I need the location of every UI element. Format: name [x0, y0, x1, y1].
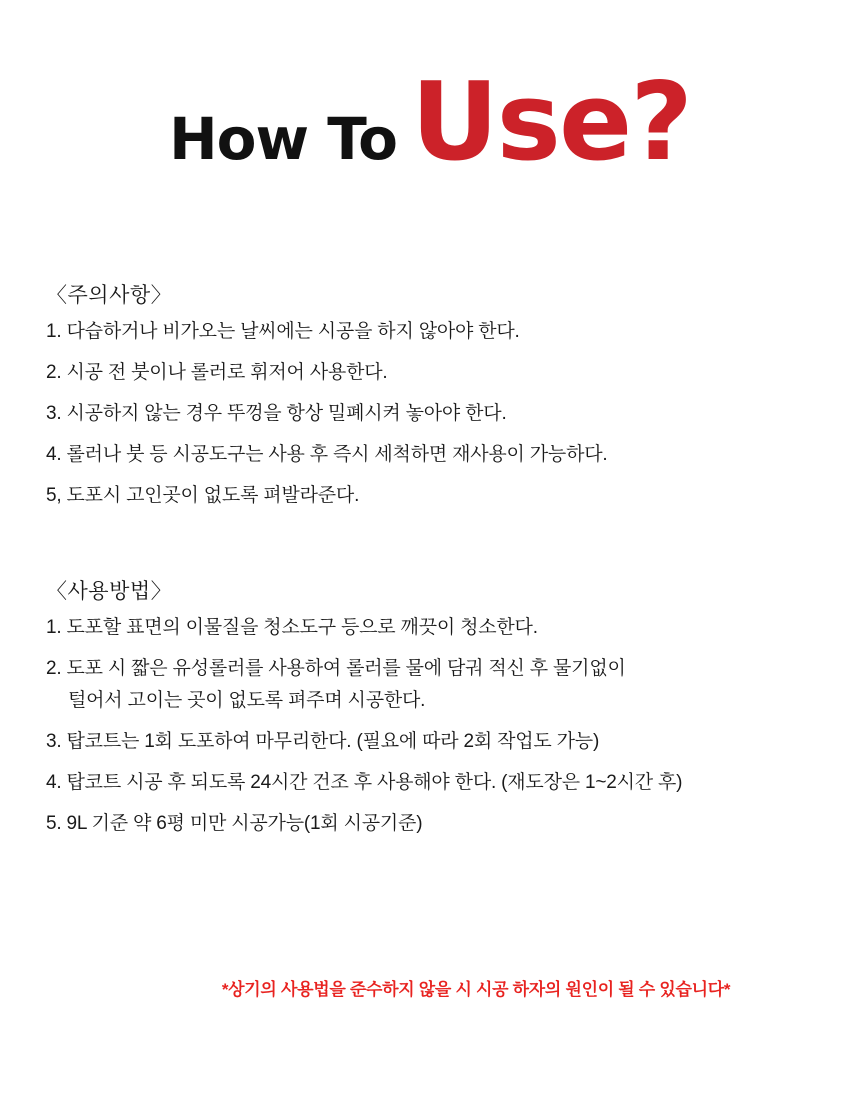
list-item: 5, 도포시 고인곳이 없도록 펴발라준다. [46, 484, 360, 506]
list-item: 1. 다습하거나 비가오는 날씨에는 시공을 하지 않아야 한다. [46, 321, 520, 343]
section-cautions [46, 283, 836, 506]
list-item-continuation: 털어서 고이는 곳이 없도록 펴주며 시공한다. [68, 689, 426, 711]
list-item: 5. 9L 기준 약 6평 미만 시공가능(1회 시공기준) [46, 812, 423, 834]
list-item: 4. 탑코트 시공 후 되도록 24시간 건조 후 사용해야 한다. (재도장은 1~2시간 후) [46, 771, 683, 793]
page-title [0, 60, 860, 185]
section-usage [46, 579, 836, 834]
list-item: 2. 도포 시 짧은 유성롤러를 사용하여 롤러를 물에 담궈 적신 후 물기없이 [46, 658, 626, 679]
list-item: 3. 시공하지 않는 경우 뚜껑을 항상 밀폐시켜 놓아야 한다. [46, 403, 507, 425]
title-use: Use? [410, 60, 691, 185]
section-divider-space [46, 527, 836, 579]
list-item: 2. 시공 전 붓이나 롤러로 휘저어 사용한다. [46, 362, 388, 384]
section-heading-cautions: 〈주의사항〉 [46, 284, 173, 307]
list-item: 3. 탑코트는 1회 도포하여 마무리한다. (필요에 따라 2회 작업도 가능) [46, 730, 600, 752]
section-heading-usage: 〈사용방법〉 [46, 579, 173, 603]
list-item: 1. 도포할 표면의 이물질을 청소도구 등으로 깨끗이 청소한다. [46, 617, 538, 639]
title-how-to: How To [169, 105, 397, 173]
list-item: 4. 롤러나 붓 등 시공도구는 사용 후 즉시 세척하면 재사용이 가능하다. [46, 444, 608, 465]
instructions-content [46, 283, 836, 999]
warning-footnote: *상기의 사용법을 준수하지 않을 시 시공 하자의 원인이 될 수 있습니다* [221, 980, 731, 999]
